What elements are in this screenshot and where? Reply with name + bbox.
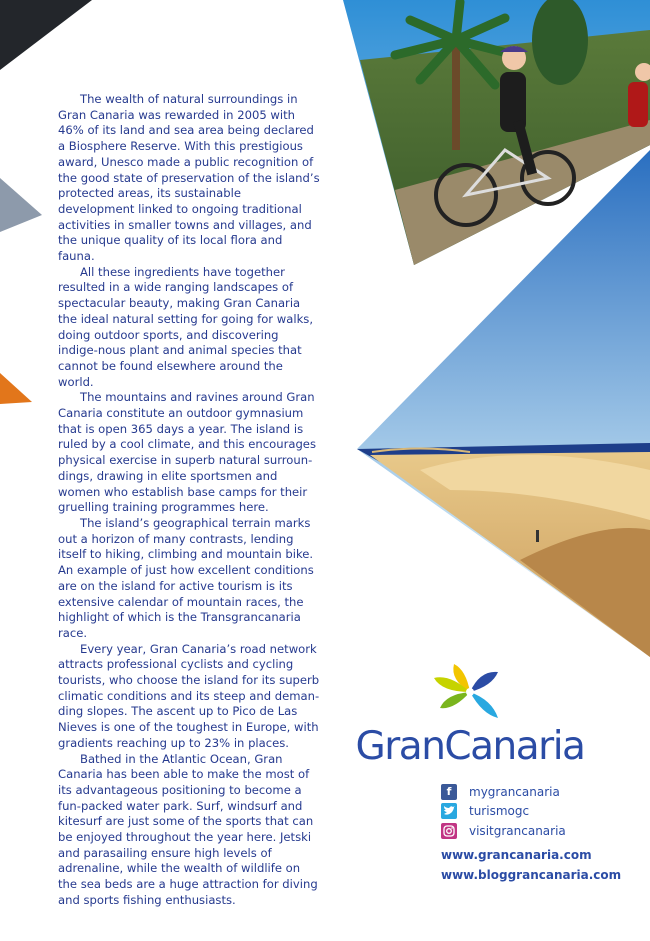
left-edge-photo bbox=[0, 178, 42, 232]
body-text bbox=[58, 92, 320, 909]
orange-accent-shape bbox=[0, 373, 32, 404]
paragraph-water-park: Bathed in the Atlantic Ocean, Gran Canaria has been able to make the most of its advantageous positioning to become a fun-packed water park. Surf, windsurf and kitesurf are just some of the sports that can be enjoyed throughout the year here. Jetski and parasailing ensure high levels of adrenaline, while the wealth of wildlife on the sea beds are a huge attraction for diving and sports fishing enthusiasts. bbox=[58, 751, 318, 907]
website-link-grancanaria[interactable]: www.grancanaria.com bbox=[441, 848, 592, 862]
paragraph-landscapes: All these ingredients have together resulted in a wide ranging landscapes of spectacular beauty, making Gran Canaria the ideal natural setting for going for walks, doing outdoor sports, and discovering indige-nous plant and animal species that cannot be found elsewhere around the world. bbox=[58, 264, 314, 389]
paragraph-biosphere: The wealth of natural surroundings in Gran Canaria was rewarded in 2005 with 46% of its land and sea area being declared a Biosphere Reserve. With this prestigious award, Unesco made a public recognition of the good state of preservation of the island’s protected areas, its sustainable development linked to ongoing traditional activities in smaller towns and villages, and the unique quality of its local flora and fauna. bbox=[58, 92, 320, 264]
paragraph-cycling: Every year, Gran Canaria’s road network attracts professional cyclists and cycling tourists, who choose the island for its superb climatic conditions and its steep and deman-ding slopes. The ascent up to Pico de Las Nieves is one of the toughest in Europe, with gradients reaching up to 23% in places. bbox=[58, 641, 320, 750]
paragraph-terrain: The island’s geographical terrain marks out a horizon of many contrasts, lending itself to hiking, climbing and mountain bike. An example of just how excellent conditions are on the island for active tourism is its extensive calendar of mountain races, the highlight of which is the Transgrancanaria race. bbox=[58, 515, 314, 640]
gran-canaria-logo bbox=[342, 656, 598, 772]
dunes-photo bbox=[357, 150, 650, 657]
website-link-blog[interactable]: www.bloggrancanaria.com bbox=[441, 868, 622, 882]
twitter-icon bbox=[441, 803, 457, 819]
social-links bbox=[441, 782, 566, 841]
facebook-icon: f bbox=[441, 784, 457, 800]
social-link-instagram[interactable] bbox=[441, 821, 566, 841]
social-label: turismogc bbox=[469, 804, 530, 819]
instagram-icon bbox=[441, 823, 457, 839]
social-label: mygrancanaria bbox=[469, 784, 560, 799]
logo-wordmark: GranCanaria bbox=[355, 724, 585, 769]
paragraph-gymnasium: The mountains and ravines around Gran Canaria constitute an outdoor gymnasium that is open 365 days a year. The island is ruled by a cool climate, and this encourages physical exercise in superb natural surroun-dings, drawing in elite sportsmen and women who establish base camps for their gruelling training programmes here. bbox=[58, 390, 316, 515]
website-links bbox=[441, 845, 621, 885]
logo-mark-icon bbox=[342, 656, 598, 726]
social-link-facebook[interactable] bbox=[441, 782, 566, 802]
social-label: visitgrancanaria bbox=[469, 823, 566, 838]
corner-photo-top-left bbox=[0, 0, 92, 70]
social-link-twitter[interactable] bbox=[441, 802, 566, 822]
